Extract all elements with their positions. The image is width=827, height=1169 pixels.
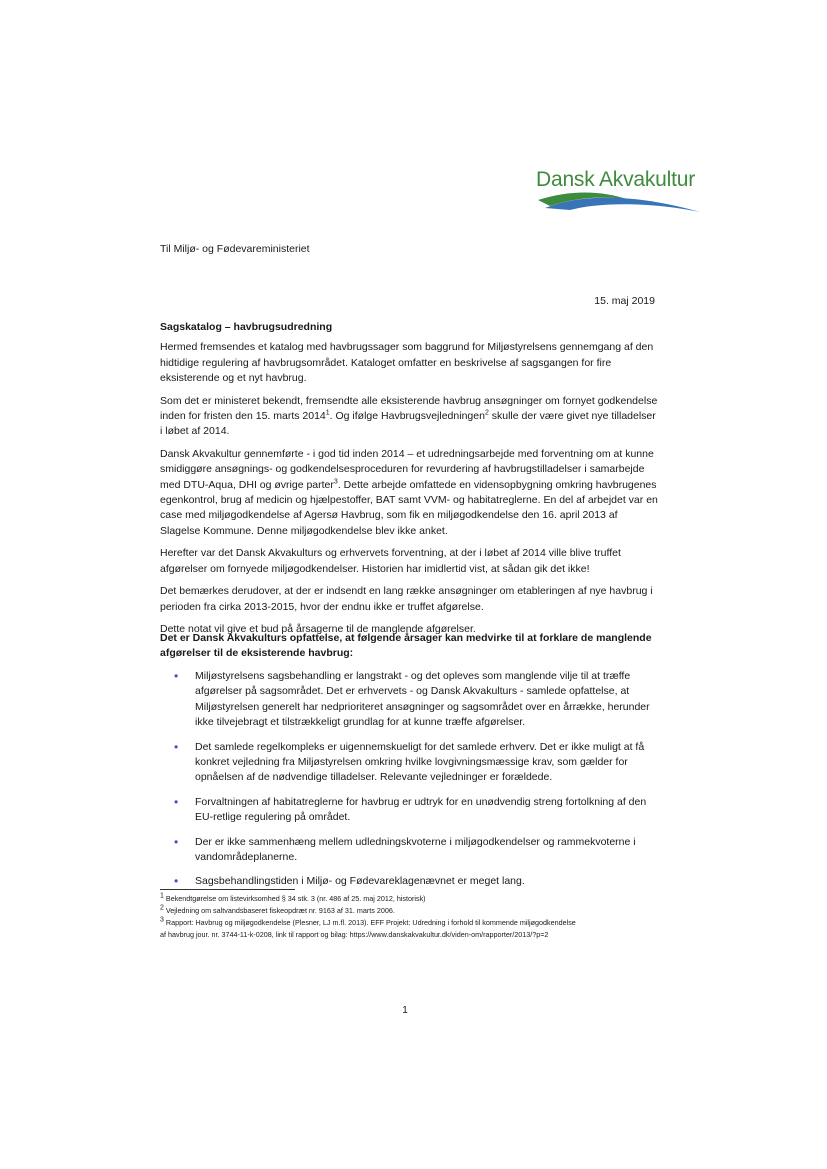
letter-body <box>160 320 660 644</box>
footnote: $^3$ Rapport: Havbrug og miljøgodkendelse (Plesner, LJ m.fl. 2013). EFF Projekt: Udredning i forhold til kommende miljøgodkendelse <box>160 916 576 927</box>
recipient: Til Miljø- og Fødevareministeriet <box>160 243 310 255</box>
logo <box>530 168 705 218</box>
paragraph: Hermed fremsendes et katalog med havbrugssager som baggrund for Miljøstyrelsens gennemgang af den hidtidige regulering af havbrugsområdet. Kataloget omfatter en beskrivelse af sagsgangen for fire eksisterende og et nyt havbrug. <box>160 341 654 385</box>
page-number: 1 <box>402 1005 408 1016</box>
list-item: • Det samlede regelkompleks er uigennemskueligt for det samlede erhverv. Det er ikke muligt at få konkret vejledning fra Miljøstyrelsen omkring hvilke lovgivningsmæssige krav, som gælder for opnåelsen af de nødvendige tilladelser. Relevante vejledninger er forældede. <box>174 739 645 784</box>
logo-text: Dansk Akvakultur <box>536 168 696 191</box>
causes-list <box>160 669 660 899</box>
paragraph: Herefter var det Dansk Akvakulturs og erhvervets forventning, at der i løbet af 2014 ville blive truffet afgørelser om fornyede miljøgodkendelser. Historien har imidlertid vist, at sådan gik det ikke! <box>160 547 621 575</box>
bullet-icon: • <box>174 874 179 889</box>
paragraph: Dansk Akvakultur gennemførte - i god tid inden 2014 – et udredningsarbejde med forventning om at kunne smidiggøre ansøgnings- og godkendelsesproceduren for revurdering af havbrugstilladelser i samarbejde med DTU-Aqua, DHI og øvrige parter$^3$. Dette arbejde omfattede en vidensopbygning omkring havbrugenes egenkontrol, brug af medicin og hjælpestoffer, BAT samt VVM- og habitatreglerne. En del af arbejdet var en case med miljøgodkendelse af Agersø Havbrug, som fik en miljøgodkendelse den 16. april 2013 af Slagelse Kommune. Denne miljøgodkendelse blev ikke anket. <box>160 447 658 537</box>
footnote-ref: 1 <box>325 409 330 417</box>
list-item: • Sagsbehandlingstiden i Miljø- og Fødevareklagenævnet er meget lang. <box>174 874 525 889</box>
footnote-ref: 2 <box>484 409 489 417</box>
footnote: $^1$ Bekendtgørelse om listevirksomhed § 34 stk. 3 (nr. 486 af 25. maj 2012, historisk) <box>160 892 426 903</box>
bullet-icon: • <box>174 834 179 849</box>
subject-heading: Sagskatalog – havbrugsudredning <box>160 321 333 333</box>
bullet-icon: • <box>174 669 179 683</box>
bullet-icon: • <box>174 794 179 809</box>
list-item: • Der er ikke sammenhæng mellem udledningskvoterne i miljøgodkendelser og rammekvoterne i vandområdeplanerne. <box>174 834 636 864</box>
paragraph: Det bemærkes derudover, at der er indsendt en lang række ansøgninger om etableringen af nye havbrug i perioden fra cirka 2013-2015, hvor der endnu ikke er truffet afgørelse. <box>160 585 653 613</box>
footnote: af havbrug jour. nr. 3744-11-k-0208, link til rapport og bilag: https://www.danskakvakultur.dk/viden-om/rapporter/2013/?p=2 <box>160 930 549 939</box>
footnote-ref: 3 <box>333 478 338 486</box>
paragraph: Som det er ministeret bekendt, fremsendte alle eksisterende havbrug ansøgninger om fornyet godkendelse inden for fristen den 15. marts 2014$^1$. Og ifølge Havbrugsvejledningen$^2$ skulle der være givet nye tilladelser i løbet af 2014. <box>160 394 658 438</box>
list-item: • Miljøstyrelsens sagsbehandling er langstrakt - og det opleves som manglende vilje til at træffe afgørelser på sagsområdet. Det er erhvervets - og Dansk Akvakulturs - samlede opfattelse, at Miljøstyrelsen generelt har nedprioriteret ansøgninger og sagsområdet over en årrække, herunder ikke tilvejebragt et tilstrækkeligt grundlag for at kunne træffe afgørelser. <box>174 669 650 729</box>
footnote-divider <box>160 889 295 890</box>
bullet-icon: • <box>174 739 179 754</box>
list-item: • Forvaltningen af habitatreglerne for havbrug er udtryk for en unødvendig streng fortolkning af den EU-retlige regulering på området. <box>174 794 647 824</box>
letter-date: 15. maj 2019 <box>594 295 655 307</box>
causes-intro: Det er Dansk Akvakulturs opfattelse, at følgende årsager kan medvirke til at forklare de manglende afgørelser til de eksisterende havbrug: <box>160 632 652 660</box>
footnotes <box>160 893 680 941</box>
footnote: $^2$ Vejledning om saltvandsbaseret fiskeopdræt nr. 9163 af 31. marts 2006. <box>160 904 395 915</box>
logo-wave-icon <box>530 188 705 218</box>
paragraph: Dette notat vil give et bud på årsagerne til de manglende afgørelser. <box>160 622 476 635</box>
